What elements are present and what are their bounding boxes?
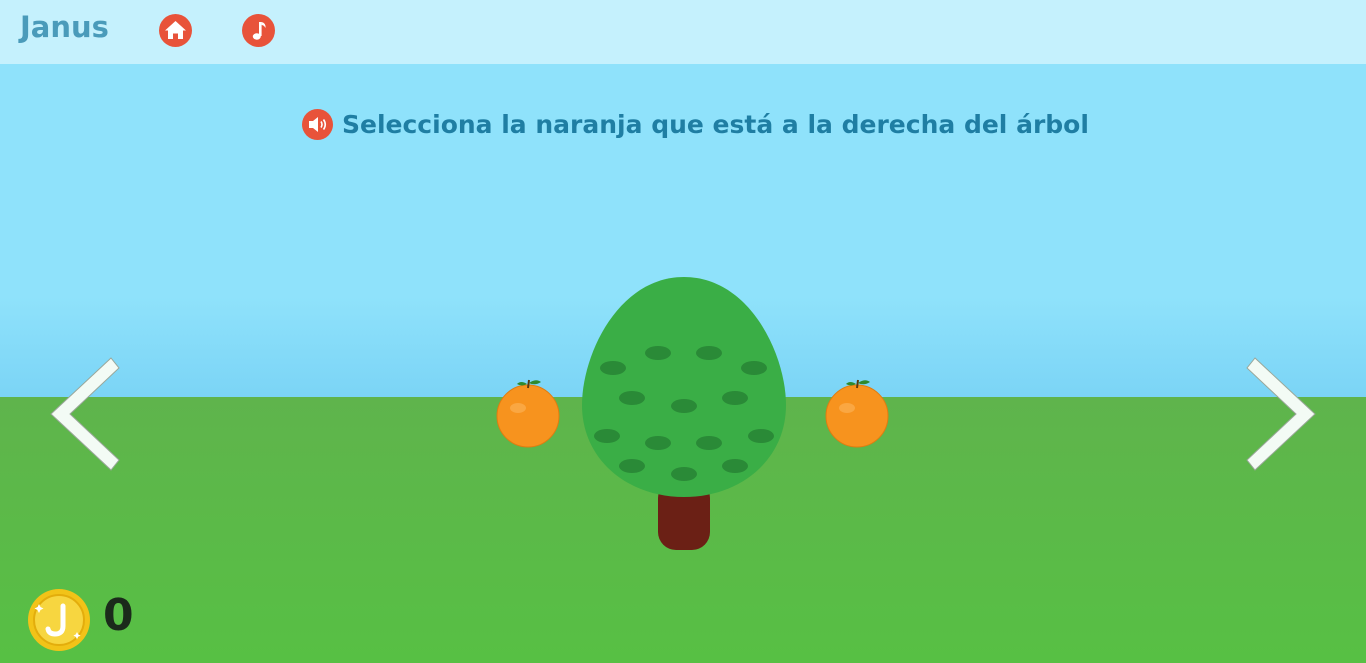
next-button[interactable] (1245, 356, 1317, 476)
home-icon (159, 14, 192, 47)
coin-count: 0 (103, 590, 134, 641)
music-button[interactable] (242, 14, 275, 47)
orange-fruit-icon (823, 378, 893, 450)
orange-fruit-icon (494, 378, 564, 450)
chevron-right-icon (1245, 356, 1317, 472)
prev-button[interactable] (49, 356, 121, 476)
coin-icon (27, 588, 91, 656)
instruction (302, 106, 1089, 142)
app-logo: Janus (20, 10, 109, 44)
music-note-icon (242, 14, 275, 47)
orange-right[interactable] (823, 378, 893, 454)
speaker-icon (302, 109, 333, 140)
chevron-left-icon (49, 356, 121, 472)
tree (578, 275, 790, 559)
orange-left[interactable] (494, 378, 564, 454)
home-button[interactable] (159, 14, 192, 47)
instruction-text: Selecciona la naranja que está a la derecha del árbol (342, 109, 1089, 139)
top-bar (0, 0, 1366, 64)
speaker-button[interactable] (302, 109, 333, 140)
